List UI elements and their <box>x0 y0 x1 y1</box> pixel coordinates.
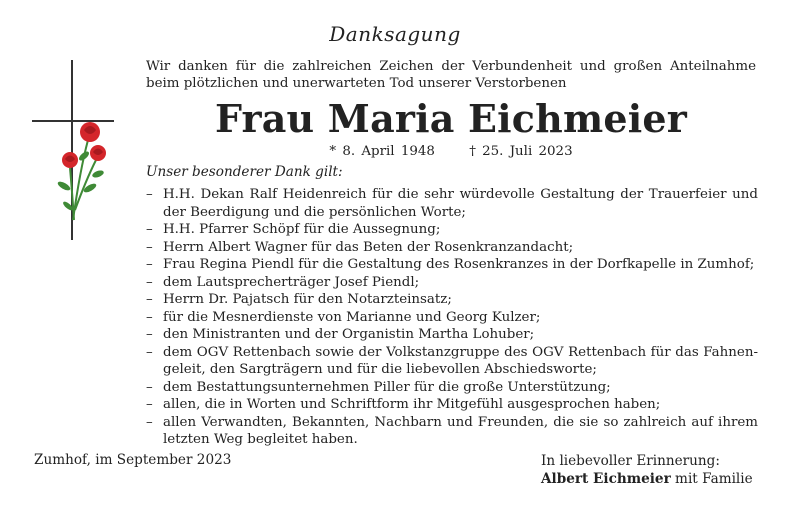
signer-name: Albert Eichmeier <box>541 471 671 487</box>
list-item: – Frau Regina Piendl für die Gestaltung des Rosenkranzes in der Dorfkapelle in Zumhof; <box>146 256 758 274</box>
birth-date: * 8. April 1948 <box>329 144 435 159</box>
thanks-list <box>146 186 758 449</box>
dates <box>146 144 756 159</box>
signature-line <box>541 470 753 488</box>
closing-line: In liebevoller Erinnerung: <box>541 453 720 469</box>
list-item: – für die Mesnerdienste von Marianne und Georg Kulzer; <box>146 309 758 327</box>
list-item: – den Ministranten und der Organistin Martha Lohuber; <box>146 326 758 344</box>
closing <box>541 452 753 488</box>
death-date: † 25. Juli 2023 <box>469 144 573 159</box>
place-date: Zumhof, im September 2023 <box>34 452 232 468</box>
list-item: – allen, die in Worten und Schriftform ihr Mitgefühl ausgesprochen haben; <box>146 396 758 414</box>
list-item: – H.H. Dekan Ralf Heidenreich für die sehr würdevolle Gestaltung der Trauerfeier und der Beerdigung und die persönlichen Worte; <box>146 186 758 221</box>
list-item: – dem Bestattungsunternehmen Piller für die große Unterstützung; <box>146 379 758 397</box>
thanks-heading: Unser besonderer Dank gilt: <box>146 164 343 180</box>
signer-suffix: mit Familie <box>670 471 753 487</box>
deceased-name: Frau Maria Eichmeier <box>215 96 687 141</box>
list-item: – dem Lautsprecherträger Josef Piendl; <box>146 274 758 292</box>
list-item: – Herrn Dr. Pajatsch für den Notarzteinsatz; <box>146 291 758 309</box>
intro-text: Wir danken für die zahlreichen Zeichen der Verbundenheit und großen Anteilnahme beim plötzlichen und unerwarteten Tod unserer Verstorbenen <box>146 59 756 91</box>
list-item: – allen Verwandten, Bekannten, Nachbarn und Freunden, die sie so zahlreich auf ihrem letzten Weg begleitet haben. <box>146 414 758 449</box>
list-item: – Herrn Albert Wagner für das Beten der Rosenkranzandacht; <box>146 239 758 257</box>
cross-with-roses-icon <box>28 60 128 240</box>
heading: Danksagung <box>329 22 461 46</box>
list-item: – dem OGV Rettenbach sowie der Volkstanzgruppe des OGV Rettenbach für das Fahnengeleit, den Sargträgern und für die liebevollen Abschiedsworte; <box>146 344 758 379</box>
list-item: – H.H. Pfarrer Schöpf für die Aussegnung; <box>146 221 758 239</box>
